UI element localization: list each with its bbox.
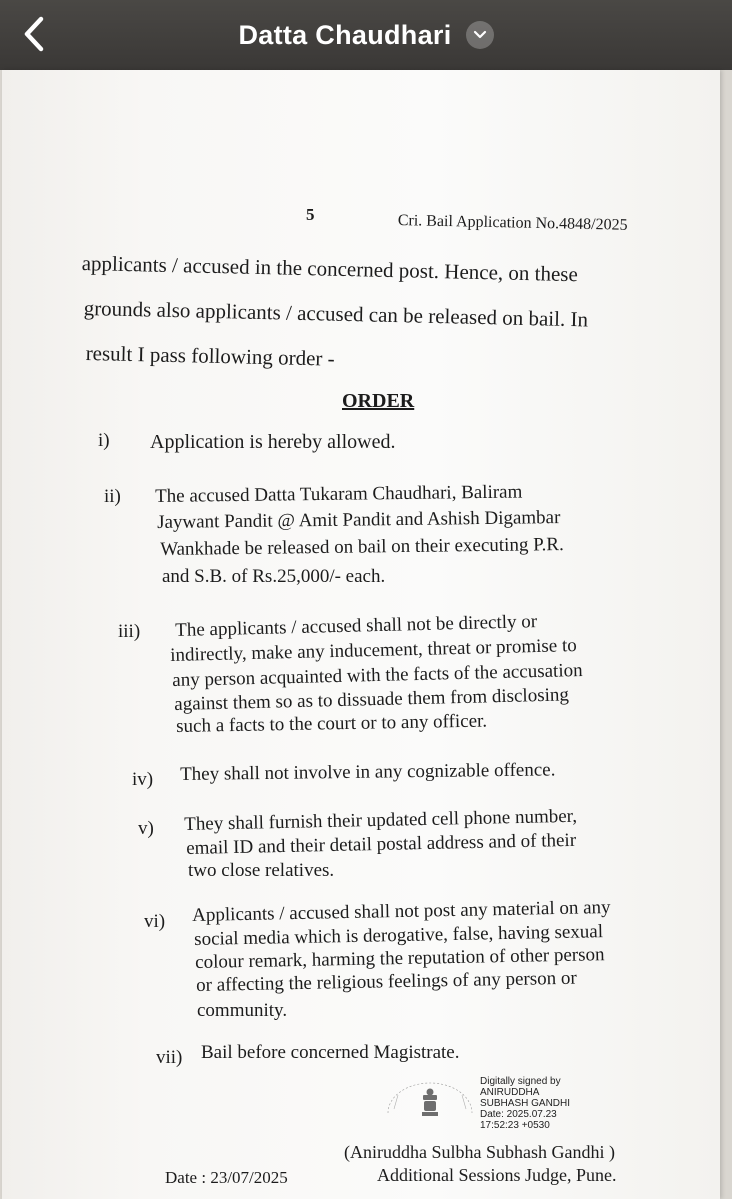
order-item-text: Applicants / accused shall not post any material on any	[192, 896, 611, 926]
order-item-text: two close relatives.	[188, 860, 335, 881]
expand-button[interactable]	[466, 21, 494, 49]
order-item-text: any person acquainted with the facts of the accusation	[172, 659, 583, 691]
contact-name: Datta Chaudhari	[238, 19, 452, 50]
intro-line: applicants / accused in the concerned post. Hence, on these	[81, 251, 579, 287]
order-item-text: The applicants / accused shall not be directly or	[175, 611, 538, 641]
item-number: i)	[98, 430, 110, 451]
intro-line: result I pass following order -	[85, 341, 335, 371]
order-item-text: or affecting the religious feelings of any person or	[196, 967, 577, 996]
order-heading: ORDER	[342, 390, 415, 412]
chevron-down-icon	[473, 30, 487, 40]
item-number: vi)	[144, 911, 166, 932]
order-item-text: community.	[197, 1000, 288, 1021]
order-item-text: Application is hereby allowed.	[150, 431, 396, 453]
order-date: Date : 23/07/2025	[165, 1168, 288, 1187]
judge-title: Additional Sessions Judge, Pune.	[377, 1165, 617, 1185]
order-item-text: The accused Datta Tukaram Chaudhari, Baliram	[155, 481, 523, 507]
item-number: vii)	[156, 1047, 183, 1068]
order-item-text: social media which is derogative, false, having sexual	[194, 921, 604, 950]
item-number: iii)	[118, 621, 141, 642]
judge-name: (Aniruddha Sulbha Subhash Gandhi )	[344, 1142, 615, 1162]
order-item-text: They shall furnish their updated cell phone number,	[184, 805, 578, 835]
page-number: 5	[306, 205, 315, 224]
case-reference: Cri. Bail Application No.4848/2025	[397, 212, 628, 234]
signature-line: Date: 2025.07.23	[480, 1109, 557, 1120]
order-item-text: indirectly, make any inducement, threat or promise to	[170, 635, 578, 666]
order-item-text: against them so as to dissuade them from disclosing	[174, 684, 570, 715]
item-number: ii)	[104, 486, 121, 507]
digital-signature	[480, 1076, 570, 1131]
top-app-bar	[0, 0, 732, 70]
intro-line: grounds also applicants / accused can be released on bail. In	[83, 296, 589, 332]
order-item-text: colour remark, harming the reputation of other person	[195, 944, 605, 973]
signature-line: SUBHASH GANDHI	[480, 1098, 571, 1109]
signature-line: Digitally signed by	[480, 1076, 561, 1087]
signature-line: ANIRUDDHA	[480, 1087, 540, 1098]
court-seal-icon	[380, 1073, 480, 1137]
order-item-text: email ID and their detail postal address and of their	[186, 829, 577, 859]
chat-title-area[interactable]	[0, 16, 732, 54]
item-number: iv)	[132, 769, 154, 790]
order-item-text: Bail before concerned Magistrate.	[201, 1042, 460, 1063]
order-item-text: such a facts to the court or to any officer.	[176, 710, 488, 737]
order-item-text: Jaywant Pandit @ Amit Pandit and Ashish Digambar	[157, 507, 561, 533]
order-item-text: and S.B. of Rs.25,000/- each.	[162, 566, 386, 587]
signature-line: 17:52:23 +0530	[480, 1120, 550, 1131]
order-item-text: They shall not involve in any cognizable offence.	[180, 759, 556, 785]
item-number: v)	[138, 818, 154, 839]
order-item-text: Wankhade be released on bail on their executing P.R.	[160, 534, 564, 560]
